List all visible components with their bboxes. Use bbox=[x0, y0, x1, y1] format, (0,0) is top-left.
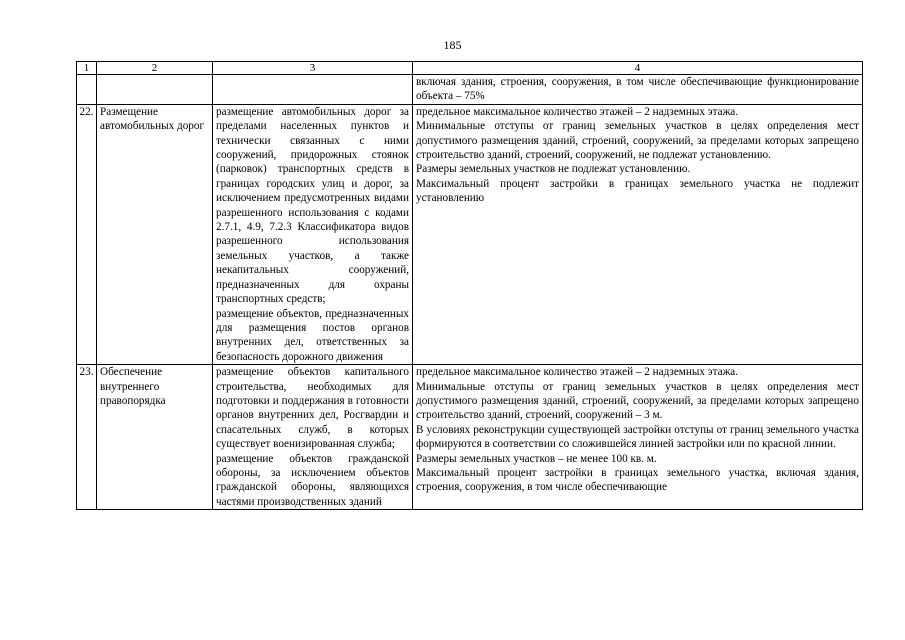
land-use-description bbox=[213, 365, 413, 510]
parameter-paragraph: Размеры земельных участков не подлежат установлению. bbox=[416, 163, 691, 176]
table-row-22 bbox=[77, 104, 863, 364]
continuation-row bbox=[77, 75, 863, 105]
table-header-row bbox=[77, 62, 863, 75]
table-row-23 bbox=[77, 365, 863, 510]
parameter-paragraph: Размеры земельных участков – не менее 100 кв. м. bbox=[416, 452, 657, 465]
header-cell-1: 1 bbox=[77, 62, 97, 75]
land-use-parameters bbox=[413, 365, 863, 510]
land-use-parameters bbox=[413, 104, 863, 364]
row-number: 22. bbox=[77, 104, 97, 364]
header-cell-3: 3 bbox=[213, 62, 413, 75]
parameter-paragraph: предельное максимальное количество этажей – 2 надземных этажа. bbox=[416, 366, 739, 379]
land-use-name: Размещение автомобильных дорог bbox=[97, 104, 213, 364]
description-paragraph: размещение объектов капитального строительства, необходимых для подготовки и поддержания в готовности органов внутренних дел, Росгвардии и спасательных служб, в которых существует военизированная служба; bbox=[216, 366, 409, 451]
parameter-paragraph: Максимальный процент застройки в границах земельного участка, включая здания, строения, сооружения, в том числе обеспечивающие bbox=[416, 466, 859, 494]
continuation-desc bbox=[213, 75, 413, 105]
parameter-paragraph: Максимальный процент застройки в границах земельного участка не подлежит установлению bbox=[416, 177, 859, 205]
parameter-paragraph: В условиях реконструкции существующей застройки отступы от границ земельного участка формируются в соответствии со сложившейся линией застройки или по красной линии. bbox=[416, 423, 859, 451]
land-use-description bbox=[213, 104, 413, 364]
continuation-name bbox=[97, 75, 213, 105]
description-paragraph: размещение объектов, предназначенных для размещения постов органов внутренних дел, ответственных за безопасность дорожного движения bbox=[216, 307, 409, 363]
regulations-table bbox=[76, 61, 863, 510]
description-paragraph: размещение объектов гражданской обороны, за исключением объектов гражданской обороны, являющихся частями производственных зданий bbox=[216, 452, 409, 508]
parameter-paragraph: Минимальные отступы от границ земельных участков в целях определения мест допустимого размещения зданий, строений, сооружений, за пределами которых запрещено строительство зданий, строений, сооружений – 3 м. bbox=[416, 380, 859, 422]
parameter-paragraph: Минимальные отступы от границ земельных участков в целях определения мест допустимого размещения зданий, строений, сооружений, за пределами которых запрещено строительство зданий, строений, сооружений, не подлежат установлению. bbox=[416, 120, 859, 162]
description-paragraph: размещение автомобильных дорог за пределами населенных пунктов и технически связанных с ними сооружений, придорожных стоянок (парковок) транспортных средств в границах городских улиц и дорог, за исключением предусмотренных видами разрешенного использования с кодами 2.7.1, 4.9, 7.2.3 Классификатора видов разрешенного использования земельных участков, а также некапитальных сооружений, предназначенных для охраны транспортных средств; bbox=[216, 105, 409, 306]
row-number: 23. bbox=[77, 365, 97, 510]
continuation-params: включая здания, строения, сооружения, в том числе обеспечивающие функционирование объекта – 75% bbox=[413, 75, 863, 105]
land-use-name: Обеспечение внутреннего правопорядка bbox=[97, 365, 213, 510]
continuation-num bbox=[77, 75, 97, 105]
parameter-paragraph: предельное максимальное количество этажей – 2 надземных этажа. bbox=[416, 105, 739, 118]
header-cell-4: 4 bbox=[413, 62, 863, 75]
page-number: 185 bbox=[443, 38, 462, 52]
header-cell-2: 2 bbox=[97, 62, 213, 75]
